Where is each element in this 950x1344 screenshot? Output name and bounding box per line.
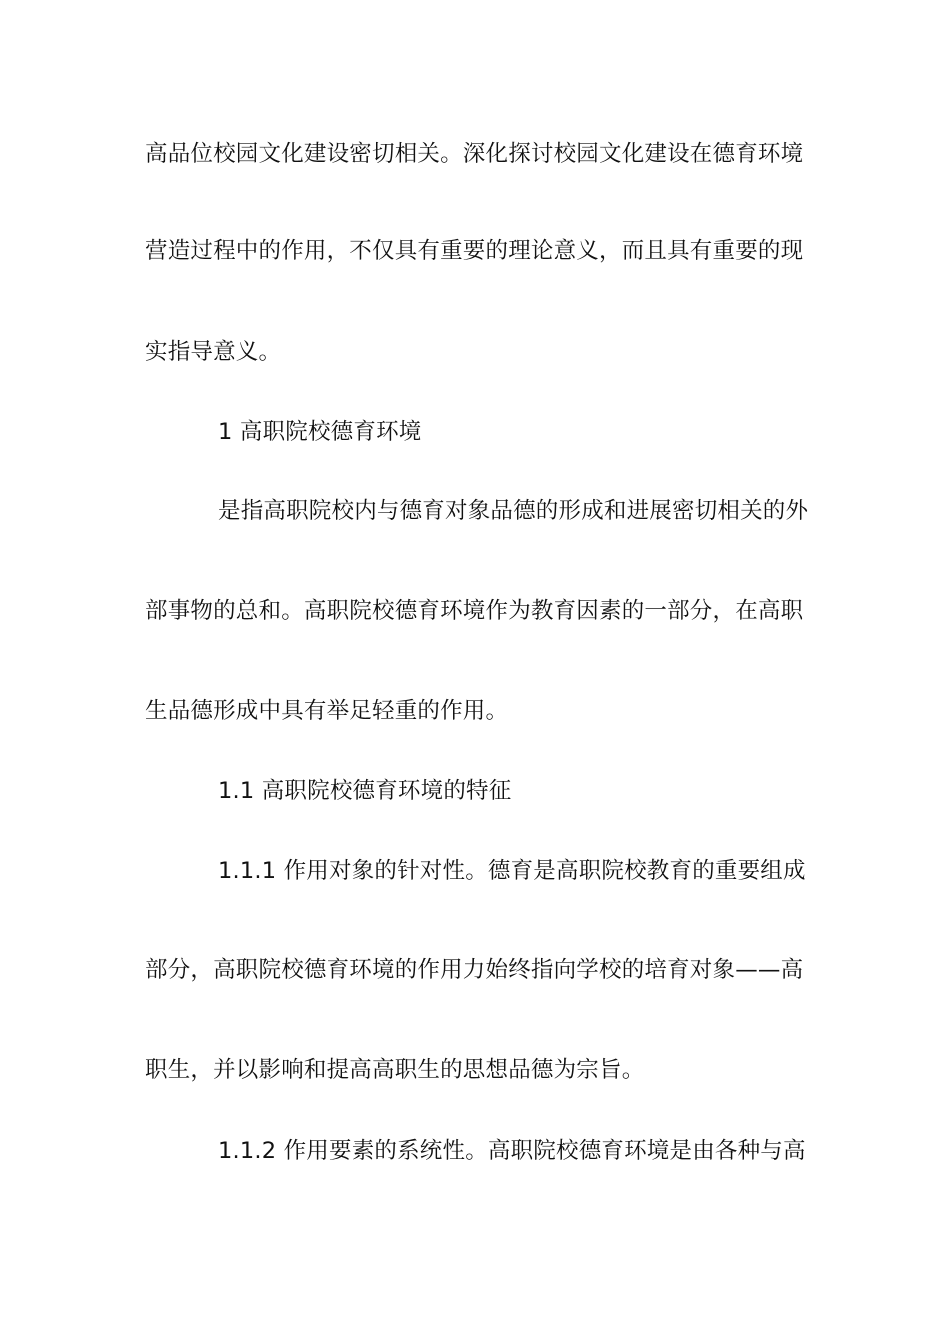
paragraph-line: 职生，并以影响和提高高职生的思想品德为宗旨。	[145, 1057, 645, 1083]
paragraph-line: 1.1.2 作用要素的系统性。高职院校德育环境是由各种与高	[218, 1138, 806, 1164]
subsection-heading: 1.1 高职院校德育环境的特征	[218, 778, 512, 804]
paragraph-line: 营造过程中的作用，不仅具有重要的理论意义，而且具有重要的现	[145, 238, 804, 264]
section-heading: 1 高职院校德育环境	[218, 419, 422, 445]
paragraph-line: 部事物的总和。高职院校德育环境作为教育因素的一部分，在高职	[145, 598, 804, 624]
paragraph-line: 高品位校园文化建设密切相关。深化探讨校园文化建设在德育环境	[145, 141, 804, 167]
paragraph-line: 实指导意义。	[145, 339, 282, 365]
paragraph-line: 是指高职院校内与德育对象品德的形成和进展密切相关的外	[218, 498, 809, 524]
paragraph-line: 生品德形成中具有举足轻重的作用。	[145, 698, 509, 724]
paragraph-line: 1.1.1 作用对象的针对性。德育是高职院校教育的重要组成	[218, 858, 806, 884]
paragraph-line: 部分，高职院校德育环境的作用力始终指向学校的培育对象——高	[145, 957, 804, 983]
